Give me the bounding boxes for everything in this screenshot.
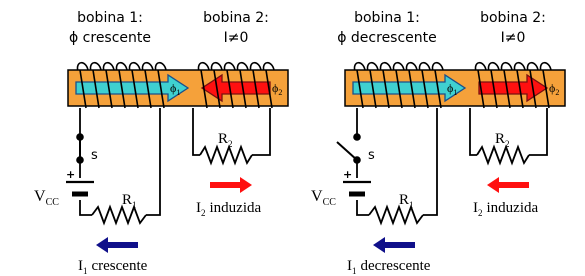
battery-plus: + (343, 168, 353, 181)
circuit-1 (357, 108, 437, 223)
panel-left (34, 10, 288, 276)
circuit-2 (470, 108, 547, 163)
flux2-label: $\phi_2$ (272, 81, 283, 97)
source-label: $V_{CC}$ (34, 188, 59, 208)
r2-label: $R_2$ (495, 131, 510, 149)
i1-arrow (373, 237, 415, 253)
coil1-title: bobina 1: (354, 10, 420, 26)
r1-label: $R_1$ (399, 192, 414, 210)
coil2-title: bobina 2: (203, 10, 269, 26)
circuit-1 (80, 108, 160, 223)
switch-label: s (91, 148, 98, 163)
switch-lever-open[interactable] (337, 142, 357, 160)
flux2-label: $\phi_2$ (549, 81, 560, 97)
coil1-subtitle: ϕ decrescente (337, 30, 437, 46)
switch-label: s (368, 148, 375, 163)
switch-contact-top (353, 133, 361, 141)
i2-label: $I_2$ induzida (473, 200, 539, 218)
coil2-title: bobina 2: (480, 10, 546, 26)
source-label: $V_{CC}$ (311, 188, 336, 208)
r1-label: $R_1$ (122, 192, 137, 210)
coil2-subtitle: I≠0 (223, 30, 249, 46)
circuit-2 (193, 108, 270, 163)
coil1-title: bobina 1: (77, 10, 143, 26)
i1-label: $I_1$ crescente (78, 258, 148, 276)
i2-arrow (487, 177, 529, 193)
flux1-label: $\phi_1$ (170, 81, 181, 97)
panel-right (311, 10, 565, 276)
i1-arrow (96, 237, 138, 253)
i2-label: $I_2$ induzida (196, 200, 262, 218)
flux1-label: $\phi_1$ (447, 81, 458, 97)
i1-label: $I_1$ decrescente (347, 258, 431, 276)
coil2-subtitle: I≠0 (500, 30, 526, 46)
battery-plus: + (66, 168, 76, 181)
i2-arrow (210, 177, 252, 193)
coil1-subtitle: ϕ crescente (68, 30, 152, 46)
r2-label: $R_2$ (218, 131, 233, 149)
